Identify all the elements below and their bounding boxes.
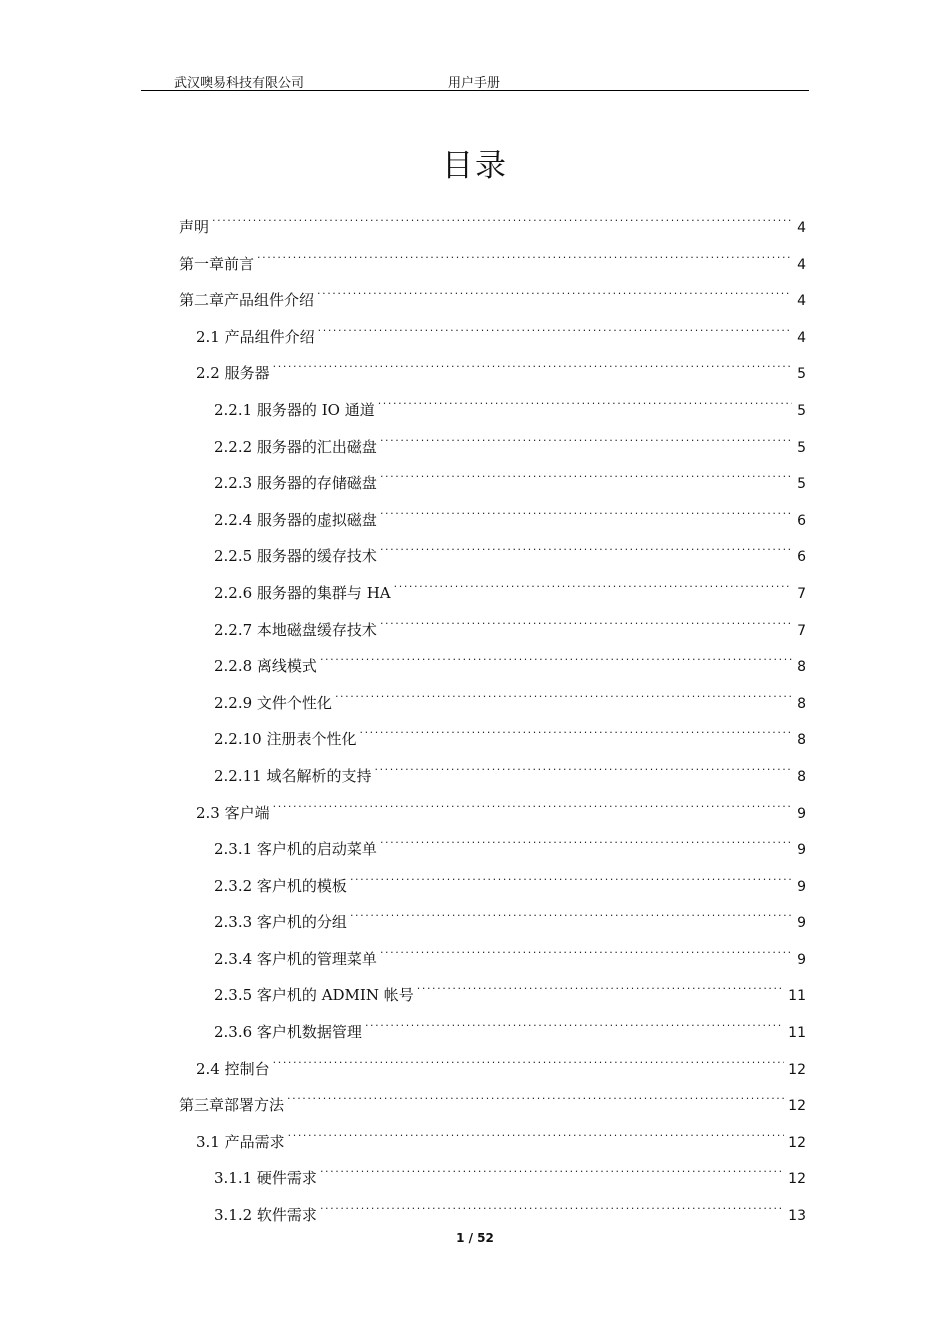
toc-leader-dots [273,1046,785,1074]
toc-entry[interactable] [179,350,806,387]
toc-entry[interactable] [179,314,806,351]
toc-entry-label: 2.3.2 客户机的模板 [214,876,347,895]
toc-entry-page: 5 [797,366,806,383]
toc-entry[interactable] [179,680,806,717]
toc-entry-label: 2.2.7 本地磁盘缓存技术 [214,620,377,639]
toc-entry-label: 声明 [179,218,210,236]
toc-entry-label: 2.2.9 文件个性化 [214,693,332,712]
toc-leader-dots [350,899,792,927]
toc-leader-dots [380,424,792,452]
toc-entry-page: 8 [797,768,806,785]
toc-entry-page: 12 [788,1171,806,1188]
toc-leader-dots [380,460,792,488]
toc-leader-dots [257,241,792,269]
toc-entry-page: 4 [797,256,806,273]
toc-entry[interactable] [179,1009,806,1046]
toc-entry-page: 4 [797,220,806,236]
toc-leader-dots [417,972,784,1000]
toc-entry-page: 9 [797,951,806,968]
toc-entry[interactable] [179,497,806,534]
toc-entry-label: 2.1 产品组件介绍 [196,327,315,346]
toc-leader-dots [320,643,792,671]
header-company: 武汉噢易科技有限公司 [174,76,305,91]
toc-entry[interactable] [179,972,806,1009]
toc-entry[interactable] [179,533,806,570]
toc-leader-dots [318,314,792,342]
toc-leader-dots [394,570,792,598]
header-document-title: 用户手册 [448,76,501,91]
toc-entry-label: 2.2.5 服务器的缓存技术 [214,547,377,566]
toc-entry-page: 12 [788,1098,806,1115]
toc-leader-dots [317,277,792,305]
toc-entry-label: 2.3.1 客户机的启动菜单 [214,840,377,859]
toc-entry[interactable] [179,204,806,241]
toc-entry-page: 5 [797,439,806,456]
toc-entry-page: 7 [797,585,806,602]
toc-entry-label: 2.3.5 客户机的 ADMIN 帐号 [214,986,414,1005]
toc-leader-dots [365,1009,784,1037]
toc-leader-dots [380,936,792,964]
toc-entry-page: 4 [797,329,806,346]
toc-entry-page: 7 [797,622,806,639]
toc-entry-label: 3.1.2 软件需求 [214,1206,317,1225]
toc-entry-label: 2.3.3 客户机的分组 [214,913,347,932]
toc-entry-page: 9 [797,805,806,822]
toc-entry-label: 2.3.6 客户机数据管理 [214,1023,362,1042]
toc-entry[interactable] [179,277,806,314]
toc-leader-dots [273,790,792,818]
toc-entry-page: 6 [797,549,806,566]
toc-entry[interactable] [179,899,806,936]
toc-entry-label: 2.4 控制台 [196,1059,270,1078]
toc-entry-page: 8 [797,695,806,712]
toc-entry-label: 第三章部署方法 [179,1096,285,1115]
toc-entry[interactable] [179,826,806,863]
toc-entry-label: 3.1.1 硬件需求 [214,1169,317,1188]
toc-leader-dots [273,350,792,378]
toc-entry-label: 2.3.4 客户机的管理菜单 [214,949,377,968]
toc-entry[interactable] [179,716,806,753]
toc-leader-dots [380,826,792,854]
toc-entry-page: 9 [797,842,806,859]
toc-entry-label: 2.2.11 域名解析的支持 [214,766,372,785]
table-of-contents [179,204,806,1229]
toc-entry-page: 8 [797,732,806,749]
toc-entry[interactable] [179,1082,806,1119]
toc-leader-dots [212,204,792,232]
toc-entry[interactable] [179,753,806,790]
toc-entry-page: 12 [788,1061,806,1078]
toc-entry-label: 2.2.8 离线模式 [214,657,317,676]
toc-leader-dots [359,716,792,744]
toc-title: 目录 [442,148,508,184]
toc-entry[interactable] [179,460,806,497]
toc-entry-page: 8 [797,659,806,676]
toc-entry-label: 2.2.4 服务器的虚拟磁盘 [214,510,377,529]
page-number: 1 / 52 [456,1231,494,1245]
toc-entry-label: 2.3 客户端 [196,803,270,822]
toc-entry-page: 11 [788,988,806,1005]
toc-leader-dots [350,863,792,891]
toc-leader-dots [320,1155,784,1183]
toc-entry-page: 12 [788,1134,806,1151]
toc-entry[interactable] [179,607,806,644]
toc-leader-dots [380,607,792,635]
toc-entry-label: 第一章前言 [179,254,255,273]
toc-leader-dots [288,1119,785,1147]
toc-leader-dots [378,387,792,415]
toc-entry-label: 2.2.1 服务器的 IO 通道 [214,400,375,419]
toc-leader-dots [374,753,792,781]
toc-entry-label: 第二章产品组件介绍 [179,291,315,310]
toc-entry-page: 4 [797,293,806,310]
toc-leader-dots [380,533,792,561]
toc-leader-dots [335,680,792,708]
toc-entry-page: 9 [797,915,806,932]
toc-entry-page: 5 [797,402,806,419]
toc-entry[interactable] [179,1192,806,1229]
toc-entry-page: 13 [788,1208,806,1225]
toc-entry-label: 2.2.2 服务器的汇出磁盘 [214,437,377,456]
page-header [141,70,809,91]
toc-entry[interactable] [179,424,806,461]
toc-entry[interactable] [179,1119,806,1156]
toc-entry[interactable] [179,387,806,424]
toc-entry-label: 2.2.6 服务器的集群与 HA [214,583,391,602]
toc-entry-label: 3.1 产品需求 [196,1132,285,1151]
toc-entry-page: 11 [788,1025,806,1042]
toc-entry[interactable] [179,790,806,827]
toc-entry-page: 9 [797,878,806,895]
toc-entry-label: 2.2 服务器 [196,364,270,383]
toc-leader-dots [380,497,792,525]
toc-entry[interactable] [179,570,806,607]
toc-entry-label: 2.2.3 服务器的存储磁盘 [214,474,377,493]
toc-entry-page: 5 [797,476,806,493]
toc-entry[interactable] [179,643,806,680]
toc-entry[interactable] [179,1155,806,1192]
toc-entry[interactable] [179,1046,806,1083]
toc-entry-page: 6 [797,512,806,529]
toc-entry[interactable] [179,241,806,278]
toc-leader-dots [320,1192,784,1220]
toc-entry[interactable] [179,936,806,973]
toc-leader-dots [287,1082,784,1110]
toc-entry[interactable] [179,863,806,900]
toc-entry-label: 2.2.10 注册表个性化 [214,730,357,749]
